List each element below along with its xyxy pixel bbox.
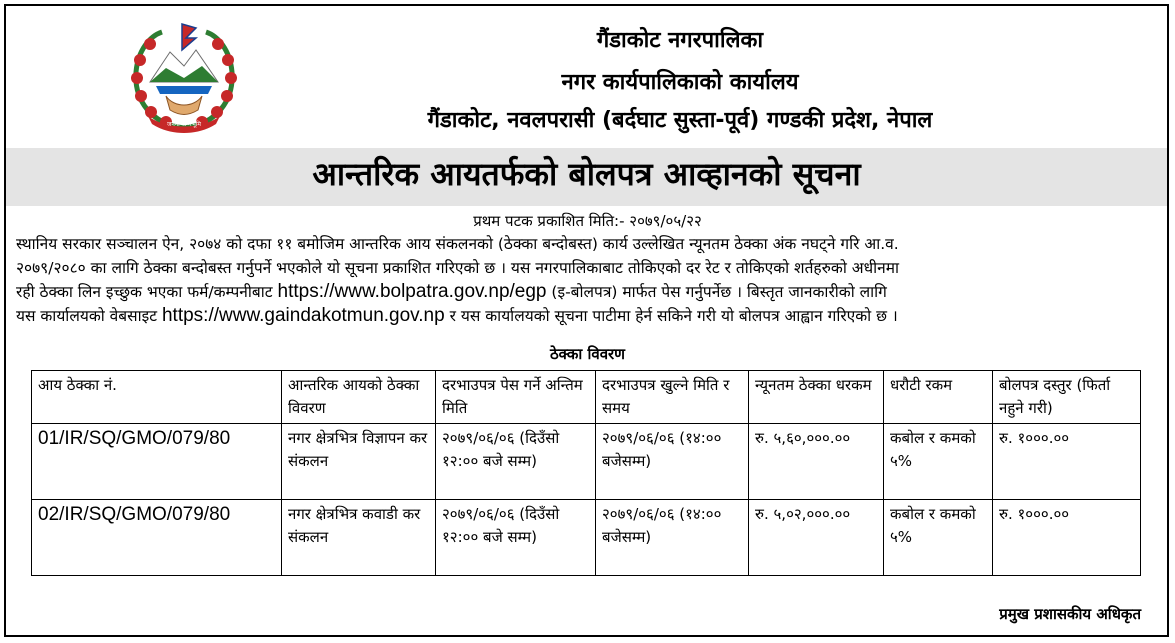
table-caption: ठेक्का विवरण (549, 345, 626, 363)
row-description: नगर क्षेत्रभित्र कवाडी कर संकलन (282, 500, 436, 576)
header-description: आन्तरिक आयको ठेक्का विवरण (282, 371, 436, 424)
row-opening: २०७९/०६/०६ (१४:०० बजेसम्म) (596, 424, 749, 500)
table-row (32, 424, 1141, 500)
bolpatra-link[interactable]: https://www.bolpatra.gov.np/egp (277, 281, 547, 302)
header-fee: बोलपत्र दस्तुर (फिर्ता नहुने गरी) (993, 371, 1141, 424)
row-deadline: २०७९/०६/०६ (दिउँसो १२:०० बजे सम्म) (436, 424, 596, 500)
row-fee: रु. १०००.०० (993, 500, 1141, 576)
notice-title: आन्तरिक आयतर्फको बोलपत्र आव्हानको सूचना (312, 155, 861, 193)
table-header-row (32, 371, 1141, 424)
published-date: प्रथम पटक प्रकाशित मिति:- २०७९/०५/२२ (473, 212, 702, 230)
signatory-title: प्रमुख प्रशासकीय अधिकृत (999, 605, 1141, 623)
row-fee: रु. १०००.०० (993, 424, 1141, 500)
paragraph-line-4a: यस कार्यालयको वेबसाइट (16, 307, 162, 325)
notice-paragraph (16, 232, 1156, 328)
row-deposit: कबोल र कमको ५% (884, 424, 993, 500)
paragraph-line-2: २०७९/२०८० का लागि ठेक्का बन्दोबस्त गर्नुपर्ने भएकोले यो सूचना प्रकाशित गरिएको छ । यस नगरपालिकाबाट तोकिएको दर रेट र तोकिएको शर्तहरुको अधीनमा (16, 259, 900, 277)
row-minimum: रु. ५,०२,०००.०० (749, 500, 884, 576)
row-description: नगर क्षेत्रभित्र विज्ञापन कर संकलन (282, 424, 436, 500)
table-row (32, 500, 1141, 576)
row-minimum: रु. ५,६०,०००.०० (749, 424, 884, 500)
municipality-website-link[interactable]: https://www.gaindakotmun.gov.np (161, 305, 445, 326)
row-deposit: कबोल र कमको ५% (884, 500, 993, 576)
paragraph-line-3a: रही ठेक्का लिन इच्छुक भएका फर्म/कम्पनीबाट (16, 283, 278, 301)
row-code: 02/IR/SQ/GMO/079/80 (32, 500, 282, 576)
paragraph-line-1: स्थानिय सरकार सञ्चालन ऐन, २०७४ को दफा ११ बमोजिम आन्तरिक आय संकलनको (ठेक्का बन्दोबस्त) कार्य उल्लेखित न्यूनतम ठेक्का अंक नघट्ने गरि आ.व. (16, 235, 899, 253)
header-deposit: धरौटी रकम (884, 371, 993, 424)
header-minimum: न्यूनतम ठेक्का धरकम (749, 371, 884, 424)
svg-text:जननी जन्मभूमि: जननी जन्मभूमि (167, 121, 201, 128)
tender-table (31, 370, 1141, 576)
paragraph-line-4 (16, 304, 1156, 328)
nepal-coat-of-arms-icon (126, 20, 242, 136)
header-opening: दरभाउपत्र खुल्ने मिति र समय (596, 371, 749, 424)
municipality-name: गैंडाकोट नगरपालिका (596, 28, 764, 53)
office-address: गैंडाकोट, नवलपरासी (बर्दघाट सुस्ता-पूर्व) गण्डकी प्रदेश, नेपाल (427, 108, 933, 133)
office-name: नगर कार्यपालिकाको कार्यालय (561, 70, 799, 95)
header-code: आय ठेक्का नं. (32, 371, 282, 424)
row-code: 01/IR/SQ/GMO/079/80 (32, 424, 282, 500)
paragraph-line-4b: र यस कार्यालयको सूचना पाटीमा हेर्न सकिने गरी यो बोलपत्र आह्वान गरिएको छ । (444, 307, 898, 325)
row-opening: २०७९/०६/०६ (१४:०० बजेसम्म) (596, 500, 749, 576)
header-deadline: दरभाउपत्र पेस गर्ने अन्तिम मिति (436, 371, 596, 424)
paragraph-line-3b: (इ-बोलपत्र) मार्फत पेस गर्नुपर्नेछ । बिस्तृत जानकारीको लागि (546, 283, 887, 301)
row-deadline: २०७९/०६/०६ (दिउँसो १२:०० बजे सम्म) (436, 500, 596, 576)
paragraph-line-3 (16, 280, 1156, 304)
